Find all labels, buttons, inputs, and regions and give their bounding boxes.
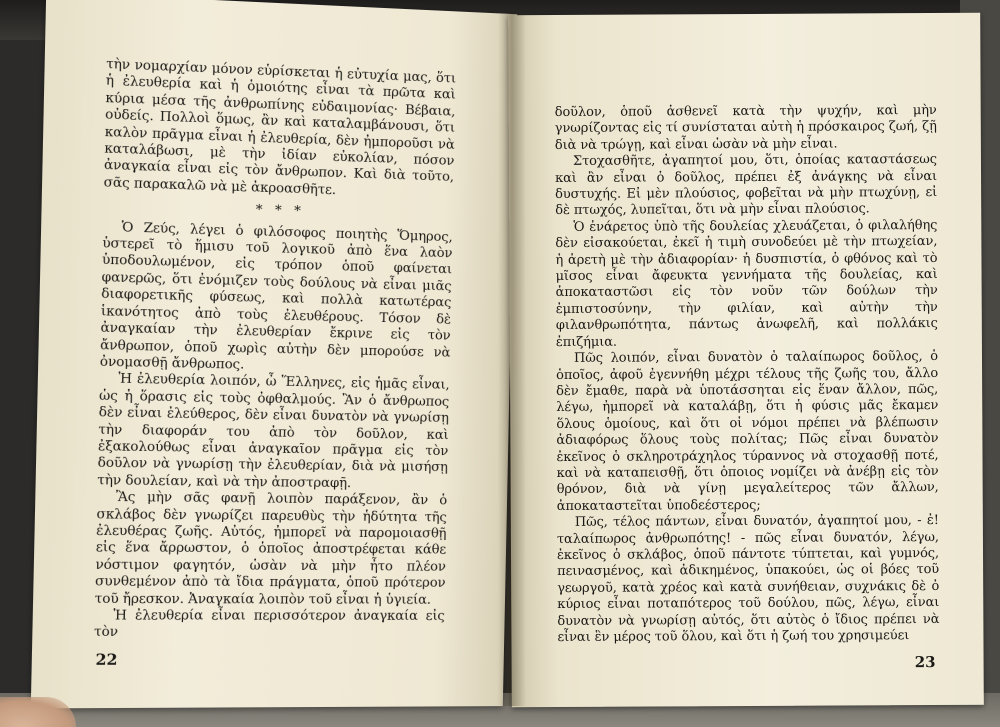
left-page bbox=[31, 0, 517, 708]
section-separator: * * * bbox=[255, 203, 306, 220]
left-paragraph-2: Ὁ Ζεύς, λέγει ὁ φιλόσοφος ποιητὴς Ὅμηρος, ὑστερεῖ τὸ ἥμισυ τοῦ λογικοῦ ἀπὸ ἕνα λαὸν ὑποδουλωμένον, εἰς τρόπον ὁποῦ φαίνεται φανερῶς, ὅτι ἐνόμιζεν τοὺς δούλους νὰ εἶναι μιᾶς διαφορετικῆς φύσεως, καὶ πολλὰ κατωτέρας ἱκανότητος ἀπὸ τοὺς ἐλευθέρους. Τόσον δὲ ἀναγκαίαν τὴν ἐλευθερίαν ἔκρινε εἰς τὸν ἄνθρωπον, ὁποῦ χωρὶς αὐτὴν δὲν μπορούσε νὰ ὀνομασθῇ ἄνθρωπος. bbox=[99, 219, 453, 373]
left-paragraph-4: Ἂς μὴν σᾶς φανῇ λοιπὸν παράξενον, ἂν ὁ σκλάβος δὲν γνωρίζει παρευθὺς τὴν ἡδύτητα τῆς ἐλευθέρας ζωῆς. Αὐτός, ἠμπορεῖ νὰ παρομοιασθῇ εἰς ἕνα ἄρρωστον, ὁ ὁποῖος ἀποστρέφεται κάθε νόστιμον φαγητόν, ὡσὰν νὰ μὴν ἦτο πλέον συνθεμένον ἀπὸ τὰ ἴδια πράγματα, ὁποῦ πρότερον τοῦ ἤρεσκον. Ἀναγκαία λοιπὸν τοῦ εἶναι ἡ ὑγιεία. bbox=[94, 489, 448, 608]
right-paragraph-2: Στοχασθῆτε, ἀγαπητοί μου, ὅτι, ὁποίας καταστάσεως καὶ ἂν εἶναι ὁ δοῦλος, πρέπει ἐξ ἀνάγκης νὰ εἶναι δυστυχής. Εἰ μὲν πλούσιος, φοβεῖται νὰ μὴν πτωχύνῃ, εἰ δὲ πτωχός, λυπεῖται, ὅτι νὰ μὴν εἶναι πλούσιος. bbox=[555, 152, 938, 219]
left-paragraph-5: Ἡ ἐλευθερία εἶναι περισσότερον ἀναγκαία εἰς τὸν bbox=[93, 608, 445, 641]
open-book bbox=[52, 14, 982, 706]
right-page-text bbox=[555, 103, 940, 646]
right-paragraph-3: Ὁ ἐνάρετος ὑπὸ τῆς δουλείας χλευάζεται, ὁ φιλαλήθης δὲν εἰσακούεται, ἐκεῖ ἡ τιμὴ συνοδεύει μὲ τὴν πτωχείαν, ἡ ἀρετὴ μὲ τὴν ἀδιαφορίαν· ἡ δυσπιστία, ὁ φθόνος καὶ τὸ μῖσος εἶναι ἄφευκτα γεννήματα τῆς δουλείας, καὶ ἀποκαταστῶσι εἰς τὸν νοῦν τῶν δούλων τὴν ἐμπιστοσύνην, τὴν φιλίαν, καὶ αὐτὴν τὴν φιλανθρωπότητα, πάντως ἀνωφελῆ, καὶ πολλάκις ἐπιζήμια. bbox=[555, 217, 938, 350]
right-paragraph-4: Πῶς λοιπόν, εἶναι δυνατὸν ὁ ταλαίπωρος δοῦλος, ὁ ὁποῖος, ἀφοῦ ἐγεννήθη μέχρι τέλους τῆς ζωῆς του, ἄλλο δὲν ἔμαθε, παρὰ νὰ ὑποτάσσηται εἰς ἕναν ἄλλον, πῶς, λέγω, ἠμπορεῖ νὰ καταλάβῃ, ὅτι ἡ φύσις μᾶς ἔκαμεν ὅλους ὁμοίους, καὶ ὅτι οἱ νόμοι πρέπει νὰ βλέπωσιν ἀδιαφόρως ὅλους τοὺς πολίτας; Πῶς εἶναι δυνατὸν ἐκεῖνος ὁ σκληροτράχηλος τύραννος νὰ στοχασθῇ ποτέ, καὶ νὰ καταπεισθῇ, ὅτι ὁποιος νομίζει νὰ ἀνέβῃ εἰς τὸν θρόνον, διὰ νὰ γίνῃ μεγαλείτερος τῶν ἄλλων, ἀποκαταστεῖται ὑποδεέστερος; bbox=[556, 349, 939, 514]
book-gutter-shadow bbox=[498, 14, 526, 706]
right-paragraph-1: δοῦλον, ὁποῦ ἀσθενεῖ κατὰ τὴν ψυχήν, καὶ μὴν γνωρίζοντας εἰς τί συνίσταται αὐτὴ ἡ πρόσκαιρος ζωή, ζῇ διὰ νὰ τρώγῃ, καὶ εἶναι ὡσὰν νὰ μὴν εἶναι. bbox=[554, 102, 937, 153]
left-paragraph-3: Ἡ ἐλευθερία λοιπόν, ὦ Ἕλληνες, εἰς ἡμᾶς εἶναι, ὡς ἡ ὅρασις εἰς τοὺς ὀφθαλμούς. Ἂν ὁ ἄνθρωπος δὲν εἶναι ἐλεύθερος, δὲν εἶναι δυνατὸν νὰ γνωρίσῃ τὴν διαφοράν του ἀπὸ τὸν δοῦλον, καὶ ἐξακολούθως εἶναι ἀναγκαῖον πρᾶγμα εἰς τὸν δοῦλον νὰ γνωρίσῃ τὴν ἐλευθερίαν, διὰ νὰ μισήσῃ τὴν δουλείαν, καὶ νὰ τὴν ἀποστραφῇ. bbox=[97, 371, 450, 492]
left-page-number: 22 bbox=[95, 650, 118, 669]
right-page bbox=[508, 13, 984, 707]
right-page-number: 23 bbox=[914, 653, 936, 672]
left-paragraph-1: τὴν νομαρχίαν μόνον εὑρίσκεται ἡ εὐτυχία μας, ὅτι ἡ ἐλευθερία καὶ ἡ ὁμοιότης εἶναι τὰ πρῶτα καὶ κύρια μέσα τῆς ἀνθρωπίνης εὐδαιμονίας· Βέβαια, οὐδείς. Πολλοὶ ὅμως, ἂν καὶ καταλαμβάνουσι, ὅτι καλὸν πρᾶγμα εἶναι ἡ ἐλευθερία, δὲν ἠμποροῦσι νὰ καταλάβωσι, μὲ τὴν ἰδίαν εὐκολίαν, πόσον ἀναγκαία εἶναι εἰς τὸν ἄνθρωπον. Καὶ διὰ τοῦτο, σᾶς παρακαλῶ νὰ μὲ ἀκροασθῆτε. bbox=[103, 56, 457, 199]
left-page-text bbox=[94, 57, 456, 642]
right-paragraph-5: Πῶς, τέλος πάντων, εἶναι δυνατόν, ἀγαπητοί μου, - ἐ! ταλαίπωρος ἀνθρωπότης! - πῶς εἶναι δυνατόν, λέγω, ἐκεῖνος ὁ σκλάβος, ὁποῦ πάντοτε τύπτεται, καὶ γυμνός, πεινασμένος, καὶ ἀδικημένος, ὑπακούει, ὡς οἱ βόες τοῦ γεωργοῦ, κατὰ χρέος καὶ κατὰ συνήθειαν, συχνάκις δὲ ὁ κύριος εἶναι ποταπότερος τοῦ δούλου, πῶς, λέγω, εἶναι δυνατὸν νὰ γνωρίσῃ αὐτός, ὅτι αὐτὸς ὁ ἴδιος πρέπει νὰ εἶναι ἓν μέρος τοῦ ὅλου, καὶ ὅτι ἡ ζωή του χρησιμεύει bbox=[556, 513, 940, 645]
